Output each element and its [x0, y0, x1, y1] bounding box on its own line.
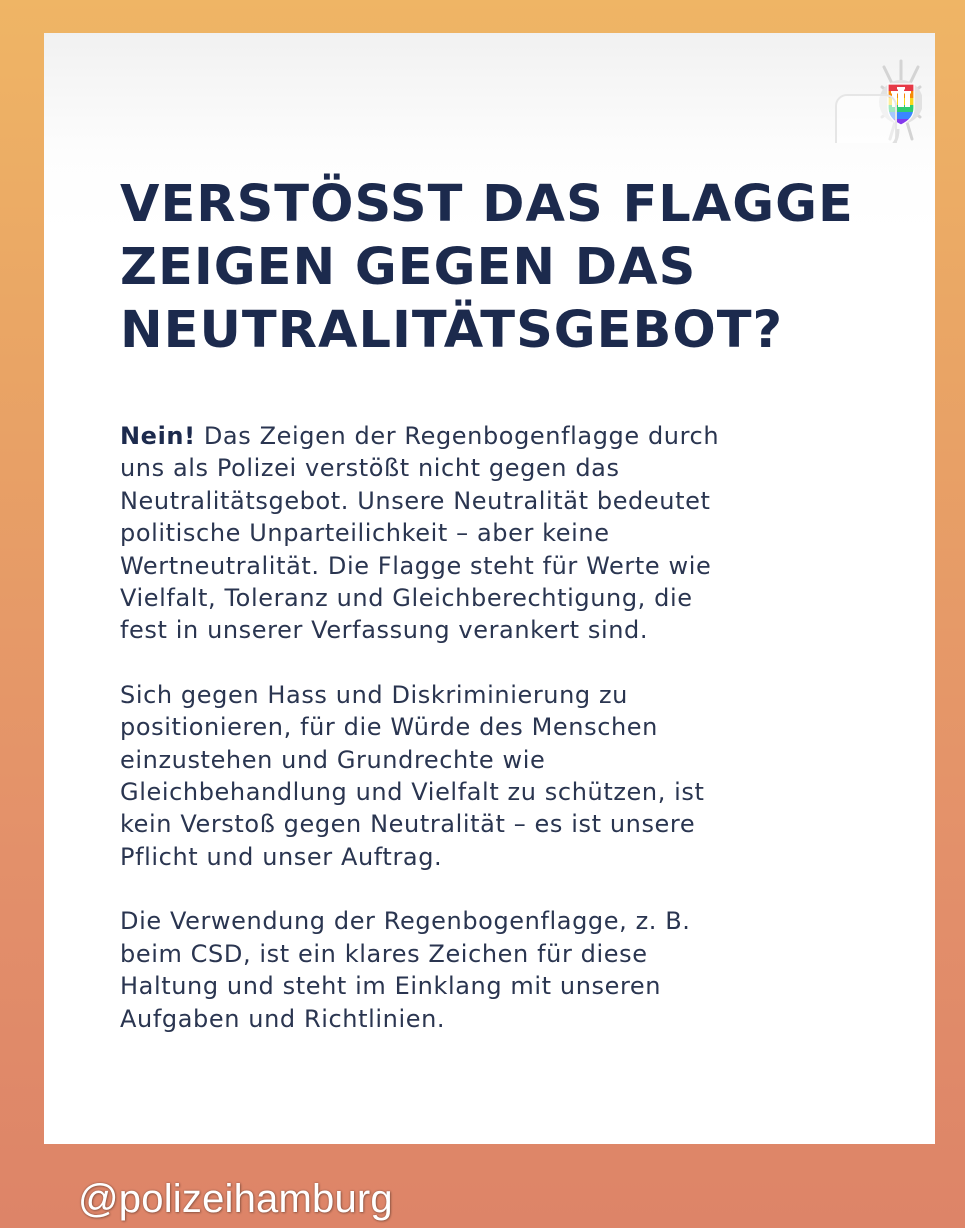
paragraph-1-text: Das Zeigen der Regenbogenflagge durch uns als Polizei verstößt nicht gegen das Neutralitätsgebot. Unsere Neutralität bedeutet politische Unparteilichkeit – aber keine Wertneutralität. Die Flagge steht für Werte wie Vielfalt, Toleranz und Gleichberechtigung, die fest in unserer Verfassung verankert sind.	[120, 422, 720, 645]
headline	[120, 173, 910, 362]
account-handle: @polizeihamburg	[78, 1177, 393, 1221]
paragraph-1	[120, 420, 910, 647]
police-star-badge-icon	[832, 53, 922, 143]
intro-bold: Nein!	[120, 422, 196, 450]
post-card	[44, 33, 935, 1144]
paragraph-2: Sich gegen Hass und Diskriminierung zu positionieren, für die Würde des Menschen einzustehen und Grundrechte wie Gleichbehandlung und Vielfalt zu schützen, ist kein Verstoß gegen Neutralität – es ist unsere Pflicht und unser Auftrag.	[120, 680, 705, 871]
headline-line: ZEIGEN GEGEN DAS	[120, 238, 697, 297]
headline-line: NEUTRALITÄTSGEBOT?	[120, 301, 784, 360]
sticker-overlay	[836, 95, 896, 143]
headline-line: VERSTÖSST DAS FLAGGE	[120, 175, 854, 234]
body-copy	[120, 420, 910, 1067]
paragraph-3: Die Verwendung der Regenbogenflagge, z. B. beim CSD, ist ein klares Zeichen für diese Haltung und steht im Einklang mit unseren Aufgaben und Richtlinien.	[120, 907, 691, 1033]
